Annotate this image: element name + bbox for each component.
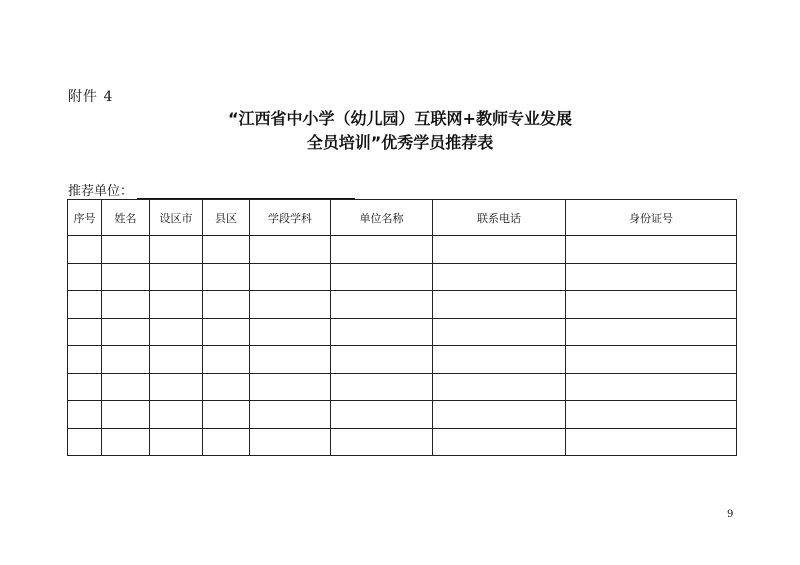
header-seq: 序号 — [68, 200, 102, 236]
table-cell[interactable] — [250, 401, 331, 429]
table-cell[interactable] — [433, 346, 566, 374]
table-cell[interactable] — [331, 346, 433, 374]
table-cell[interactable] — [68, 263, 102, 291]
table-row — [68, 428, 737, 456]
table-row — [68, 401, 737, 429]
header-county: 县区 — [203, 200, 250, 236]
table-cell[interactable] — [566, 401, 737, 429]
table-cell[interactable] — [433, 291, 566, 319]
recommendation-table — [67, 199, 737, 456]
table-cell[interactable] — [150, 318, 203, 346]
table-cell[interactable] — [331, 318, 433, 346]
table-cell[interactable] — [203, 291, 250, 319]
table-row — [68, 236, 737, 264]
table-cell[interactable] — [102, 373, 150, 401]
header-city: 设区市 — [150, 200, 203, 236]
table-cell[interactable] — [102, 236, 150, 264]
table-cell[interactable] — [433, 318, 566, 346]
table-cell[interactable] — [331, 263, 433, 291]
table-cell[interactable] — [102, 263, 150, 291]
table-cell[interactable] — [150, 373, 203, 401]
table-cell[interactable] — [250, 373, 331, 401]
table-cell[interactable] — [102, 428, 150, 456]
table-cell[interactable] — [68, 401, 102, 429]
table-cell[interactable] — [102, 291, 150, 319]
table-cell[interactable] — [433, 401, 566, 429]
table-cell[interactable] — [250, 318, 331, 346]
table-cell[interactable] — [68, 428, 102, 456]
table-cell[interactable] — [566, 236, 737, 264]
table-cell[interactable] — [566, 263, 737, 291]
header-phone: 联系电话 — [433, 200, 566, 236]
recommend-unit-field[interactable] — [137, 184, 355, 199]
header-stage-subject: 学段学科 — [250, 200, 331, 236]
table-cell[interactable] — [150, 428, 203, 456]
table-cell[interactable] — [150, 346, 203, 374]
table-cell[interactable] — [150, 401, 203, 429]
table-cell[interactable] — [203, 373, 250, 401]
attachment-label: 附件 4 — [68, 89, 114, 105]
page-number: 9 — [727, 509, 734, 520]
table-cell[interactable] — [68, 291, 102, 319]
table-cell[interactable] — [203, 401, 250, 429]
table-cell[interactable] — [150, 291, 203, 319]
table-cell[interactable] — [68, 318, 102, 346]
form-title-line-2: 全员培训”优秀学员推荐表 — [306, 133, 494, 152]
table-cell[interactable] — [433, 428, 566, 456]
table-cell[interactable] — [203, 428, 250, 456]
table-cell[interactable] — [331, 428, 433, 456]
table-cell[interactable] — [331, 401, 433, 429]
table-cell[interactable] — [566, 428, 737, 456]
table-cell[interactable] — [566, 291, 737, 319]
table-cell[interactable] — [203, 236, 250, 264]
table-cell[interactable] — [433, 373, 566, 401]
table-cell[interactable] — [250, 291, 331, 319]
form-title-line-1: “江西省中小学（幼儿园）互联网+教师专业发展 — [228, 109, 572, 128]
table-cell[interactable] — [203, 318, 250, 346]
header-name: 姓名 — [102, 200, 150, 236]
table-row — [68, 318, 737, 346]
recommend-unit-row — [68, 180, 355, 199]
table-cell[interactable] — [203, 263, 250, 291]
table-cell[interactable] — [250, 428, 331, 456]
table-cell[interactable] — [250, 236, 331, 264]
table-cell[interactable] — [150, 263, 203, 291]
recommend-unit-label: 推荐单位： — [68, 184, 134, 199]
table-row — [68, 291, 737, 319]
table-cell[interactable] — [203, 346, 250, 374]
table-cell[interactable] — [331, 236, 433, 264]
table-row — [68, 373, 737, 401]
table-cell[interactable] — [68, 346, 102, 374]
table-cell[interactable] — [331, 291, 433, 319]
table-cell[interactable] — [250, 263, 331, 291]
table-cell[interactable] — [433, 263, 566, 291]
table-row — [68, 346, 737, 374]
table-cell[interactable] — [102, 401, 150, 429]
table-header-row — [68, 200, 737, 236]
table-cell[interactable] — [68, 373, 102, 401]
table-row — [68, 263, 737, 291]
table-cell[interactable] — [150, 236, 203, 264]
table-cell[interactable] — [566, 318, 737, 346]
header-id-number: 身份证号 — [566, 200, 737, 236]
table-cell[interactable] — [566, 346, 737, 374]
table-cell[interactable] — [102, 346, 150, 374]
table-cell[interactable] — [68, 236, 102, 264]
table-cell[interactable] — [566, 373, 737, 401]
table-cell[interactable] — [331, 373, 433, 401]
header-unit-name: 单位名称 — [331, 200, 433, 236]
table-cell[interactable] — [433, 236, 566, 264]
table-cell[interactable] — [102, 318, 150, 346]
table-cell[interactable] — [250, 346, 331, 374]
